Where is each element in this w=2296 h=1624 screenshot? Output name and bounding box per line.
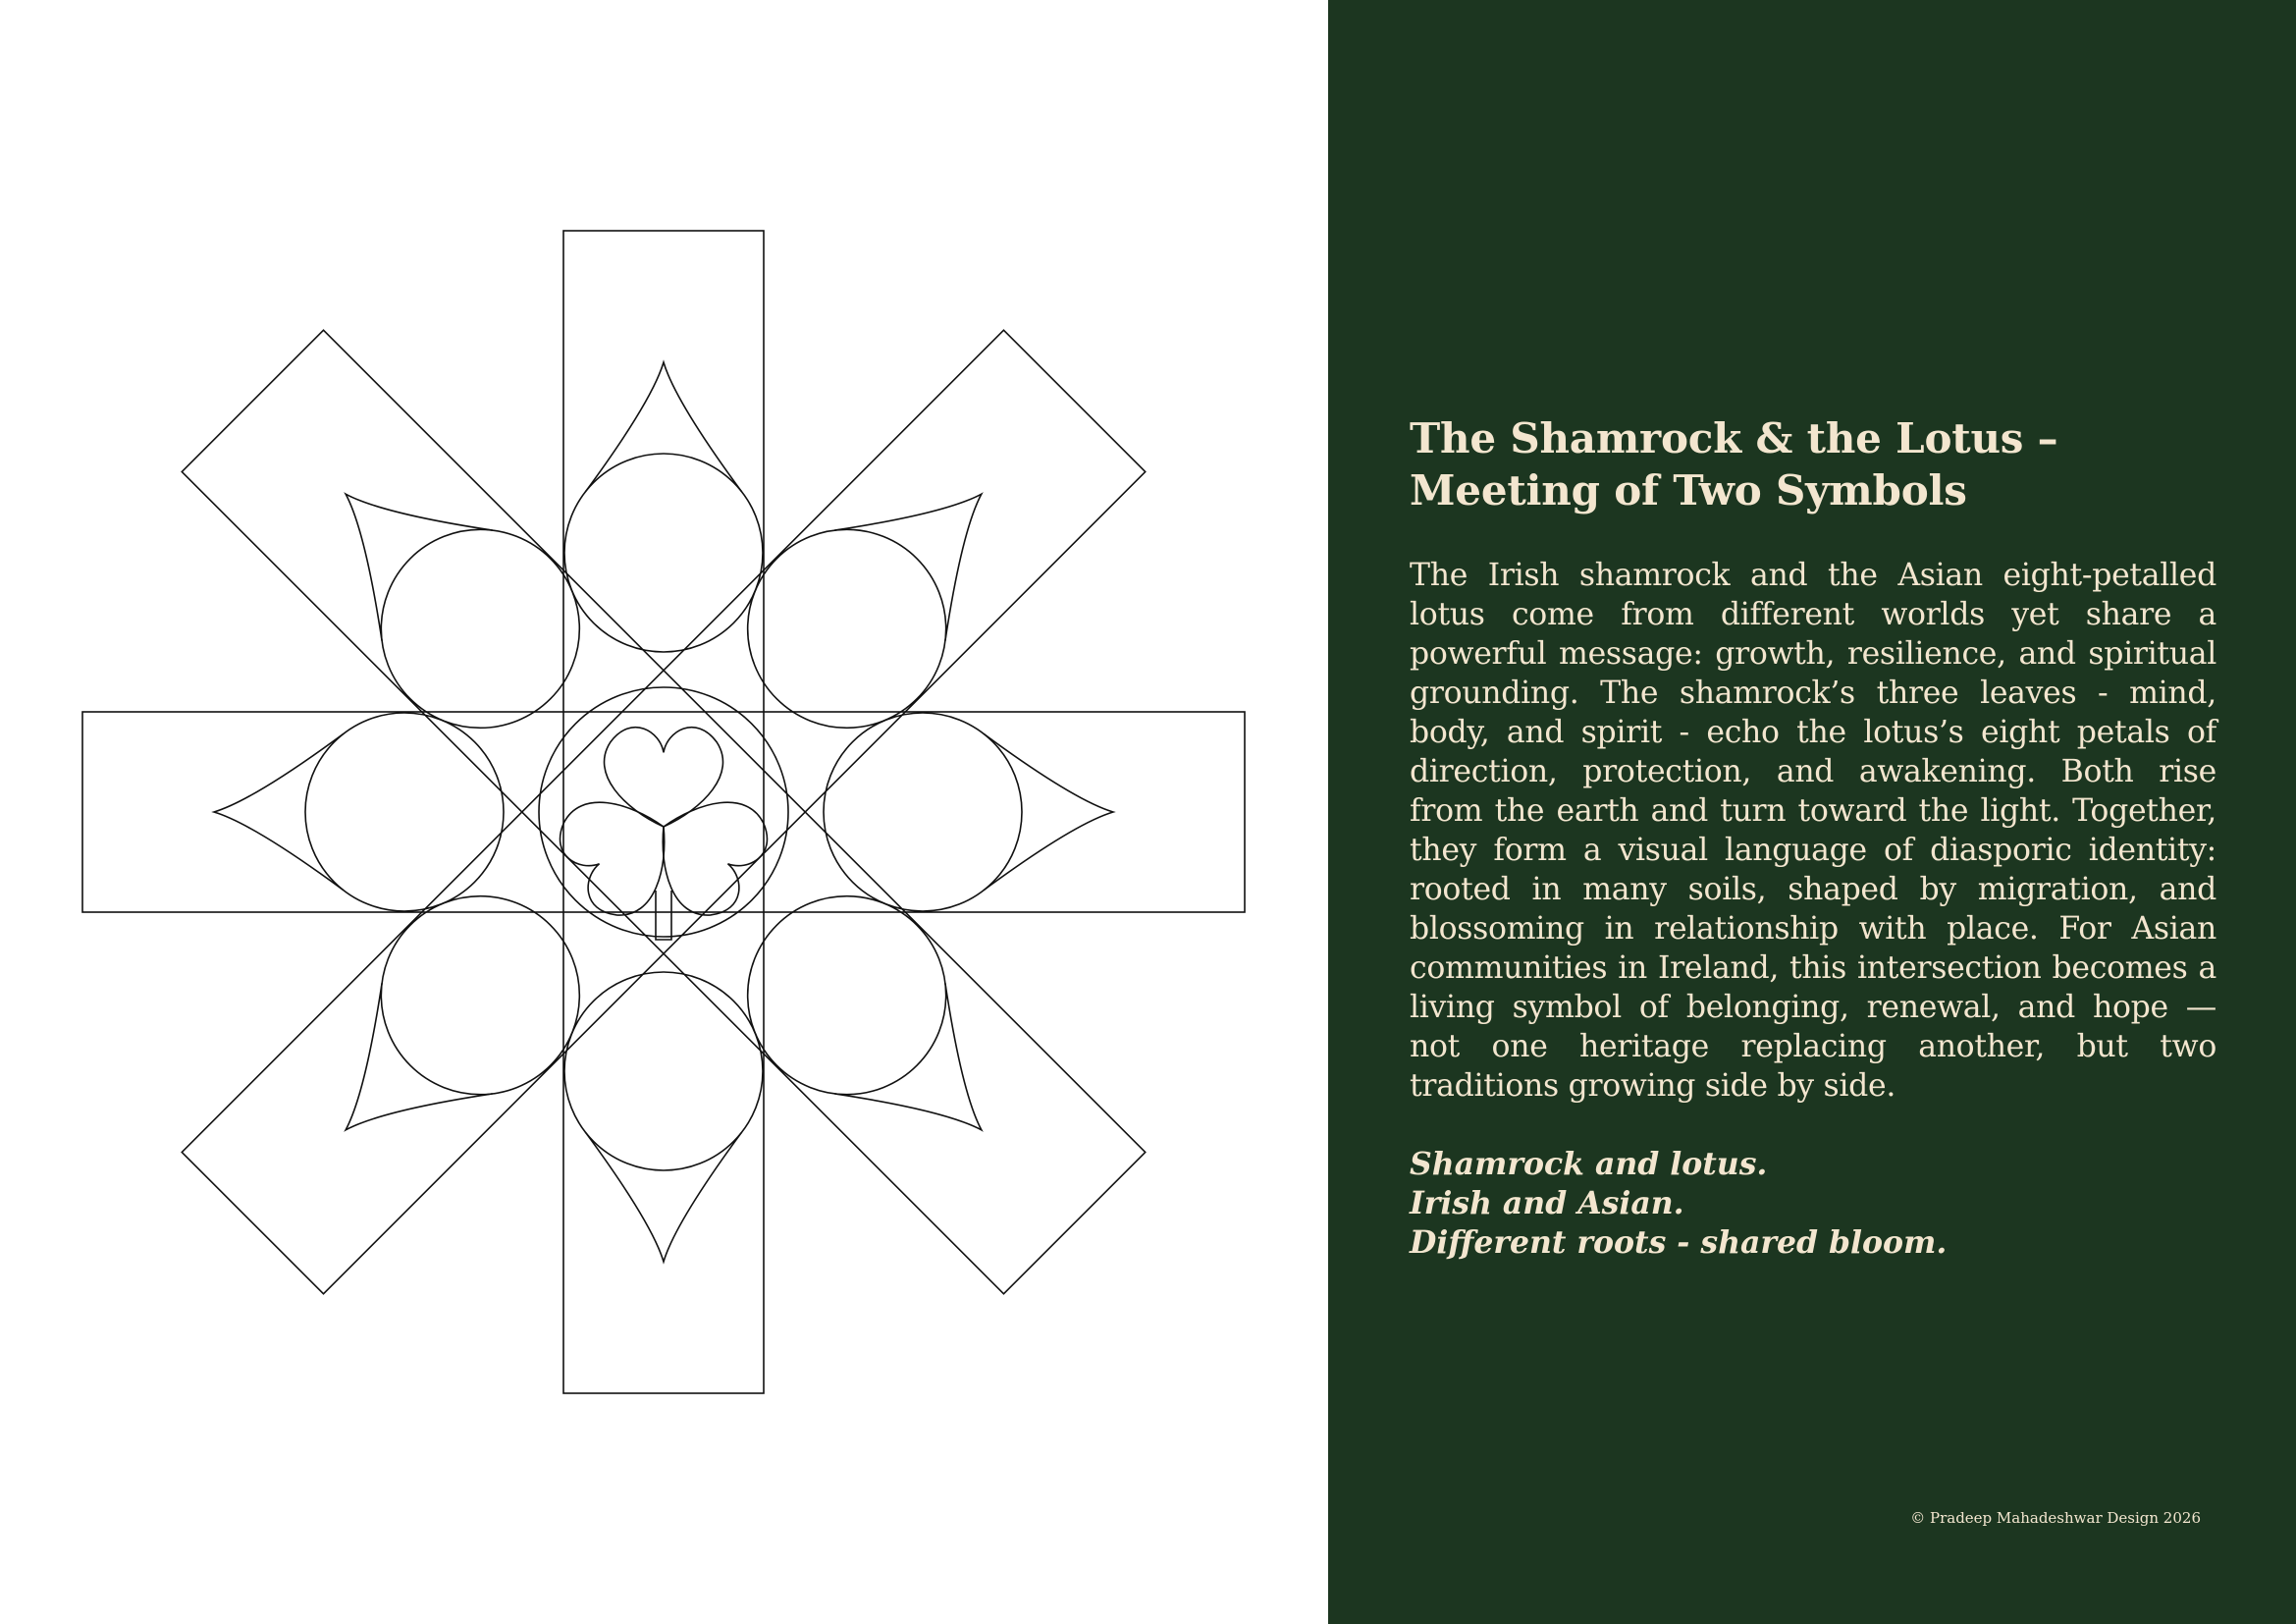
lotus-petal-tip-6 <box>346 983 492 1129</box>
panel-title-line-1: The Shamrock & the Lotus – <box>1410 414 2058 462</box>
lotus-petal-circle-8 <box>381 529 579 728</box>
panel-title-line-2: Meeting of Two Symbols <box>1410 466 1967 514</box>
lotus-petal-circle-4 <box>748 896 946 1095</box>
center-circle <box>539 687 788 937</box>
bar-outline-1 <box>563 231 764 1393</box>
lotus-petal-tip-1 <box>585 362 741 492</box>
bar-outline-3 <box>82 712 1245 912</box>
lotus-petal-circle-7 <box>305 713 504 911</box>
lotus-petal-circle-2 <box>748 529 946 728</box>
tagline-line-3: Different roots - shared bloom. <box>1410 1224 1948 1261</box>
copyright-notice: © Pradeep Mahadeshwar Design 2026 <box>1910 1509 2201 1527</box>
shamrock-stem <box>656 891 671 940</box>
lotus-petal-circle-5 <box>564 972 763 1170</box>
lotus-petal-circle-6 <box>381 896 579 1095</box>
body-paragraph: The Irish shamrock and the Asian eight-petalled lotus come from different worlds yet share a powerful message: growth, resilience, and spiritual grounding. The shamrock’s three leaves - mind, body, and spirit - echo the lotus’s eight petals of direction, protection, and awakening. Both rise from the earth and turn toward the light. Together, they form a visual language of diasporic identity: rooted in many soils, shaped by migration, and blossoming in relationship with place. For Asian communities in Ireland, this intersection becomes a living symbol of belonging, renewal, and hope — not one heritage replacing another, but two traditions growing side by side. <box>1410 558 2216 1104</box>
lotus-petal-tip-8 <box>346 494 492 640</box>
tagline-line-1: Shamrock and lotus. <box>1410 1146 1768 1182</box>
shamrock-leaf-1 <box>605 728 723 827</box>
tagline-line-2: Irish and Asian. <box>1410 1185 1684 1221</box>
tagline <box>1410 1145 2216 1263</box>
lotus-petal-tip-7 <box>214 733 344 890</box>
lotus-petal-circle-3 <box>824 713 1022 911</box>
panel-title <box>1410 412 2216 516</box>
lotus-petal-tip-4 <box>834 983 981 1129</box>
lotus-petal-tip-3 <box>984 733 1113 890</box>
bar-outline-2 <box>182 330 1145 1293</box>
lotus-petal-circle-1 <box>564 454 763 652</box>
text-panel <box>1328 0 2296 1624</box>
panel-content <box>1410 412 2216 1263</box>
lotus-petal-tip-5 <box>585 1132 741 1262</box>
bar-outline-4 <box>182 330 1145 1293</box>
lotus-petal-tip-2 <box>834 494 981 640</box>
